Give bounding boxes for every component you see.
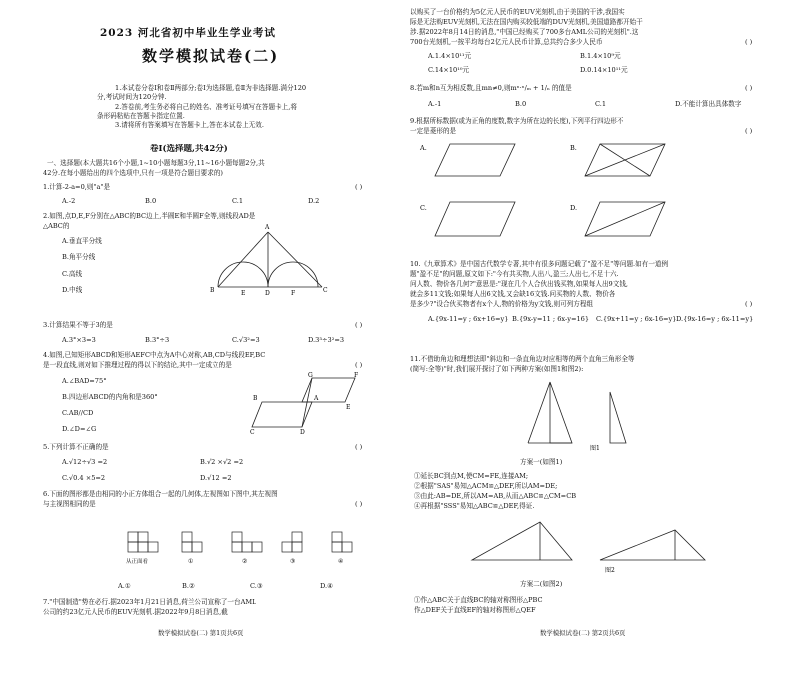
q5-option-c: C.√0.4 ×5=2 [62, 474, 106, 482]
q7-option-a: A.1.4×10¹¹元 [428, 52, 472, 60]
q2-figure [210, 222, 330, 302]
fig-caption: ④ [338, 558, 344, 565]
question-1: 1.计算-2-a=0,则"a"是 [43, 183, 111, 191]
fig-label: F [354, 372, 359, 379]
question-6: 与主视图相同的是 [43, 500, 96, 508]
scheme-2-step: 作△DEF关于直线EF的轴对称图形△QEF [414, 606, 536, 614]
fig-label: D. [570, 204, 578, 212]
right-page [400, 0, 794, 673]
question-7-continued: 700台光刻机,一按平均每台2亿元人民币计算,总共约合多少人民币 [410, 38, 603, 46]
q6-cubes-1 [182, 532, 202, 552]
scheme-1-step: ④再根据"SSS"易知△ABC≌△DEF,得证. [414, 502, 535, 510]
q4-option-a: A.∠BAD=75° [62, 377, 107, 385]
fig-caption: ② [242, 558, 248, 565]
page-footer: 数学模拟试卷(二) 第2页共6页 [540, 629, 626, 637]
note-line: 分,考试时间为120分钟. [97, 93, 167, 101]
q4-figure [250, 372, 360, 434]
question-6: 6.下面的图形都是由相同的小正方体组合一起的几何体,左视图如下图中,其左视图 [43, 490, 278, 498]
q10-option-c: C.{9x+11=y ; 6x-16=y} [596, 315, 677, 323]
note-line: 条形码粘贴在答题卡指定位置. [97, 112, 185, 120]
scheme-1-step: ①延长BC到点M,使CM=FE,连接AM; [414, 472, 529, 480]
note-line: 3.请将所有答案填写在答题卡上,答在本试卷上无效. [115, 121, 264, 129]
q10-option-a: A.{9x-11=y ; 6x+16=y} [428, 315, 509, 323]
fig-label: B. [570, 144, 577, 152]
q8-option-d: D.不能计算出具体数字 [675, 100, 742, 108]
fig-label: F [291, 290, 296, 297]
exam-main-title: 数学模拟试卷(二) [142, 48, 280, 65]
question-2: △ABC的 [43, 222, 70, 230]
question-10: 10.《九章算术》是中国古代数学专著,其中有很多问题记载了"盈不足"等问题.如有一道例 [410, 260, 669, 268]
question-9: 一定是菱形的是 [410, 127, 457, 135]
q1-option-b: B.0 [145, 197, 157, 205]
fig-label: C [250, 429, 255, 436]
answer-paren: ( ) [355, 321, 363, 329]
section1-intro: 一、选择题(本大题共16个小题,1~10小题每题3分,11~16小题每题2分,共 [47, 159, 265, 167]
scheme-2-step: ①作△ABC关于直线BC的轴对称图形△PBC [414, 596, 543, 604]
answer-paren: ( ) [745, 38, 753, 46]
answer-paren: ( ) [355, 500, 363, 508]
q2-option-b: B.角平分线 [62, 253, 96, 261]
q7-option-d: D.0.14×10¹¹元 [580, 66, 628, 74]
answer-paren: ( ) [745, 127, 753, 135]
fig-label: C. [420, 204, 427, 212]
question-4: 是一段直线,则对如下推理过程的得以下的结论,其中一定成立的是 [43, 361, 232, 369]
q4-option-c: C.AB//CD [62, 409, 94, 417]
fig-label: B [210, 287, 215, 294]
q5-option-a: A.√12÷√3 =2 [62, 458, 108, 466]
question-11: 11.不借助角边和理想法即"斜边和一条直角边对应相等的两个直角三角形全等 [410, 355, 635, 363]
question-8: 8.若m和n互为相反数,且mn≠0,则mⁿ·ⁿ/ₘ + 1/ₙ 的值是 [410, 84, 572, 92]
q6-cubes-front [128, 532, 158, 552]
question-7-continued: 以购买了一台价格约为5亿元人民币的EUV光刻机,由于美国的干涉,我国实 [410, 8, 625, 16]
q6-figure [120, 520, 360, 568]
scheme-1-label: 方案一(如图1) [520, 458, 563, 466]
q6-option-b: B.② [182, 582, 195, 590]
q11-figure-2 [460, 512, 760, 574]
question-10: 是多少?"设合伙买物者有x个人,物的价格为y文钱,则可列方程组 [410, 300, 594, 308]
q3-option-b: B.3°÷3 [145, 336, 170, 344]
scheme-1-step: ②根据"SAS"易知△ACM≌△DEF,所以AM=DE; [414, 482, 558, 490]
q2-option-d: D.中线 [62, 286, 83, 294]
question-10: 题"盈不足"的问题,原文如下:"今有共买物,人出八,盈三;人出七,不足十六. [410, 270, 619, 278]
question-7-continued: 涉.据2022年8月14日的消息,"中国已经购买了700多台AML公司的光刻机".这 [410, 28, 639, 36]
fig-caption: 图1 [590, 445, 600, 452]
q5-option-d: D.√12 =2 [200, 474, 232, 482]
question-9: 9.根据所标数据(或为正角的度数,数字为所在边的长度),下列平行四边形不 [410, 117, 624, 125]
q3-option-a: A.3°×3=3 [62, 336, 96, 344]
note-line: 2.答卷前,考生务必将自己的姓名、准考证号填写在答题卡上,将 [115, 103, 297, 111]
question-4: 4.如图,已知矩形ABCD和矩形AEFC中点为A中心对称,AB,CD与线段EF,BC [43, 351, 266, 359]
q6-option-a: A.① [118, 582, 131, 590]
fig-label: A. [420, 144, 427, 152]
question-7: 公司的约23亿元人民币的EUV光刻机.据2022年9月8日消息,截 [43, 608, 228, 616]
exam-year-title: 2023 河北省初中毕业生学业考试 [100, 27, 276, 39]
question-5: 5.下列计算不正确的是 [43, 443, 109, 451]
fig-label: A [265, 224, 270, 231]
q1-option-a: A.-2 [62, 197, 76, 205]
fig-caption: 图2 [605, 567, 615, 574]
q8-option-c: C.1 [595, 100, 607, 108]
q4-option-b: B.四边形ABCD的内角和是360° [62, 393, 158, 401]
fig-caption: ① [188, 558, 194, 565]
q10-option-b: B.{9x-y=11 ; 6x-y=16} [512, 315, 590, 323]
fig-label: D [300, 429, 305, 436]
question-10: 问人数、物价各几何?"意思是:"现在几个人合伙出钱买物,如果每人出9文钱, [410, 280, 629, 288]
scheme-1-step: ③由此:AB=DE,所以AM=AB,从而△ABC≌△CM=CB [414, 492, 577, 500]
q6-cubes-3 [282, 532, 302, 552]
question-11: (简写:全等)"时,我们展开探讨了如下两种方案(如图1和图2): [410, 365, 584, 373]
scheme-2-label: 方案二(如图2) [520, 580, 563, 588]
q6-cubes-2 [232, 532, 262, 552]
answer-paren: ( ) [355, 443, 363, 451]
question-2: 2.如图,点D,E,F分别在△ABC的BC边上,半圆E和半圆F全等,则线段AD是 [43, 212, 256, 220]
q1-option-c: C.1 [232, 197, 244, 205]
answer-paren: ( ) [355, 183, 363, 191]
answer-paren: ( ) [355, 361, 363, 369]
q10-option-d: D.{9x-16=y ; 6x-11=y} [676, 315, 754, 323]
note-line: 1.本试卷分卷Ⅰ和卷Ⅱ两部分;卷Ⅰ为选择题,卷Ⅱ为非选择题.满分120 [115, 84, 307, 92]
fig-label: G [308, 372, 313, 379]
q2-option-c: C.高线 [62, 270, 83, 278]
q3-option-d: D.3³÷3²=3 [308, 336, 345, 344]
question-7: 7."中国制造"势在必行.据2023年1月21日消息,荷兰公司宣称了一台AML [43, 598, 257, 606]
fig-label: A [314, 395, 319, 402]
q6-cubes-4 [332, 532, 352, 552]
fig-label: D [265, 290, 270, 297]
answer-paren: ( ) [745, 300, 753, 308]
q8-option-b: B.0 [515, 100, 527, 108]
page-footer: 数学模拟试卷(二) 第1页共6页 [158, 629, 244, 637]
q6-option-c: C.③ [250, 582, 263, 590]
q9-figures [420, 138, 740, 250]
fig-label: C [323, 287, 328, 294]
q6-option-d: D.④ [320, 582, 334, 590]
section1-title: 卷Ⅰ(选择题,共42分) [150, 144, 228, 154]
fig-label: E [241, 290, 246, 297]
fig-caption: ③ [290, 558, 296, 565]
question-3: 3.计算结果不等于3的是 [43, 321, 113, 329]
q7-option-b: B.1.4×10⁹元 [580, 52, 621, 60]
q11-figure-1 [510, 378, 660, 458]
fig-label: B [253, 395, 258, 402]
q1-option-d: D.2 [308, 197, 320, 205]
fig-label: E [346, 404, 351, 411]
q3-option-c: C.√3²=3 [232, 336, 260, 344]
section1-intro: 42分.在每小题给出的四个选项中,只有一项是符合题目要求的) [43, 169, 223, 177]
question-10: 就会多11文钱;如果每人出6文钱,又会缺16文钱.问买物的人数、物价各 [410, 290, 616, 298]
q8-option-a: A.-1 [428, 100, 442, 108]
q7-option-c: C.14×10¹⁰元 [428, 66, 470, 74]
q2-option-a: A.垂直平分线 [62, 237, 102, 245]
q5-option-b: B.√2 ×√2 =2 [200, 458, 244, 466]
question-7-continued: 际是无法购EUV光刻机,无法在国内购买较低端的DUV光刻机,美国道路都开始干 [410, 18, 643, 26]
fig-caption: 从正面看 [126, 559, 149, 565]
q4-option-d: D.∠D=∠G [62, 425, 97, 433]
answer-paren: ( ) [745, 84, 753, 92]
